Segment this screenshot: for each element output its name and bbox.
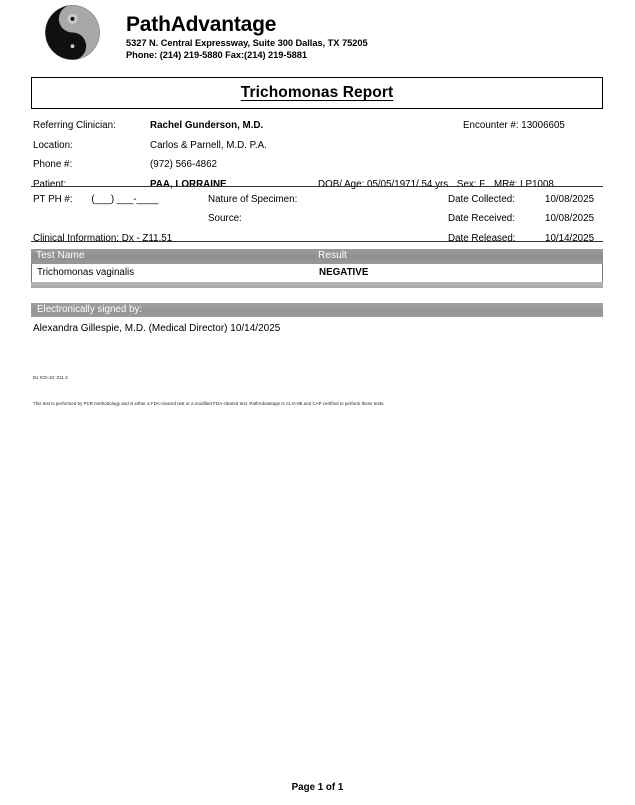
brand-block — [126, 14, 546, 61]
pt-ph-label: PT PH #: — [33, 194, 73, 205]
date-received-value: 10/08/2025 — [545, 213, 595, 225]
band-row-1 — [33, 190, 605, 209]
date-collected-label: Date Collected: — [448, 194, 515, 205]
signature-signer: Alexandra Gillespie, M.D. (Medical Director) 10/14/2025 — [33, 323, 281, 334]
info-row-location — [33, 136, 605, 156]
patient-label: Patient: — [33, 178, 67, 190]
location-value: Carlos & Parnell, M.D. P.A. — [150, 139, 267, 151]
location-label: Location: — [33, 139, 73, 151]
company-phone-fax: Phone: (214) 219-5880 Fax:(214) 219-5881 — [126, 49, 307, 60]
clinical-information: Clinical Information: Dx - Z11.51 — [33, 232, 173, 244]
page-title: Trichomonas Report — [240, 84, 394, 101]
cell-test-name: Trichomonas vaginalis — [37, 267, 135, 278]
band-row-2 — [33, 209, 605, 228]
phone-label: Phone #: — [33, 159, 73, 171]
date-released-label: Date Released: — [448, 232, 516, 244]
date-released-value: 10/14/2025 — [545, 232, 595, 244]
referring-clinician-value: Rachel Gunderson, M.D. — [150, 120, 264, 131]
yin-yang-icon — [44, 4, 101, 61]
patient-sex: Sex: F — [456, 178, 486, 190]
date-received-label: Date Received: — [448, 213, 515, 225]
company-address: 5327 N. Central Expressway, Suite 300 Dallas, TX 75205 — [126, 38, 368, 48]
patient-mrn: MR#: LP1008 — [493, 178, 554, 190]
pathadvantage-logo-icon — [44, 4, 101, 61]
divider-top — [31, 186, 603, 187]
page-number-footer: Page 1 of 1 — [291, 782, 344, 793]
patient-dob-age: DOB/ Age: 05/05/1971/ 54 yrs — [318, 178, 449, 190]
patient-info-block — [33, 116, 605, 194]
fine-print-disclaimer: This test is performed by PCR methodology and is either a FDA-cleared test or a modified FDA-cleared test. PathAdvantage is CLIA-88 and CAP certified to perform these tests. — [33, 401, 385, 406]
results-table-footer-band — [31, 282, 603, 288]
letterhead — [0, 0, 635, 72]
info-row-phone — [33, 155, 605, 175]
table-row — [31, 264, 603, 282]
specimen-dates-block — [33, 190, 605, 248]
band-row-3 — [33, 229, 605, 248]
pt-ph-group — [33, 190, 158, 209]
signature-header-label: Electronically signed by: — [37, 304, 143, 315]
info-row-referring-clinician — [33, 116, 605, 136]
patient-name: PAA, LORRAINE — [150, 178, 227, 190]
results-table — [31, 249, 603, 288]
column-header-test-name: Test Name — [36, 250, 85, 261]
source-label: Source: — [208, 213, 242, 225]
fine-print-dx-code: Dx ICD-10: Z11.3 — [33, 375, 68, 380]
date-collected-value: 10/08/2025 — [545, 194, 595, 205]
divider-bottom — [31, 241, 603, 242]
pt-ph-value: (___) ___-____ — [91, 194, 159, 205]
column-header-result: Result — [318, 250, 347, 261]
results-table-header — [31, 249, 603, 264]
company-name: PathAdvantage — [126, 13, 277, 36]
cell-result: NEGATIVE — [319, 267, 369, 278]
report-title-box — [31, 77, 603, 109]
phone-value: (972) 566-4862 — [150, 159, 217, 171]
referring-clinician-label: Referring Clinician: — [33, 120, 116, 131]
signature-header-band — [31, 303, 603, 317]
encounter-number: Encounter #: 13006605 — [463, 120, 565, 131]
nature-of-specimen-label: Nature of Specimen: — [208, 194, 298, 205]
